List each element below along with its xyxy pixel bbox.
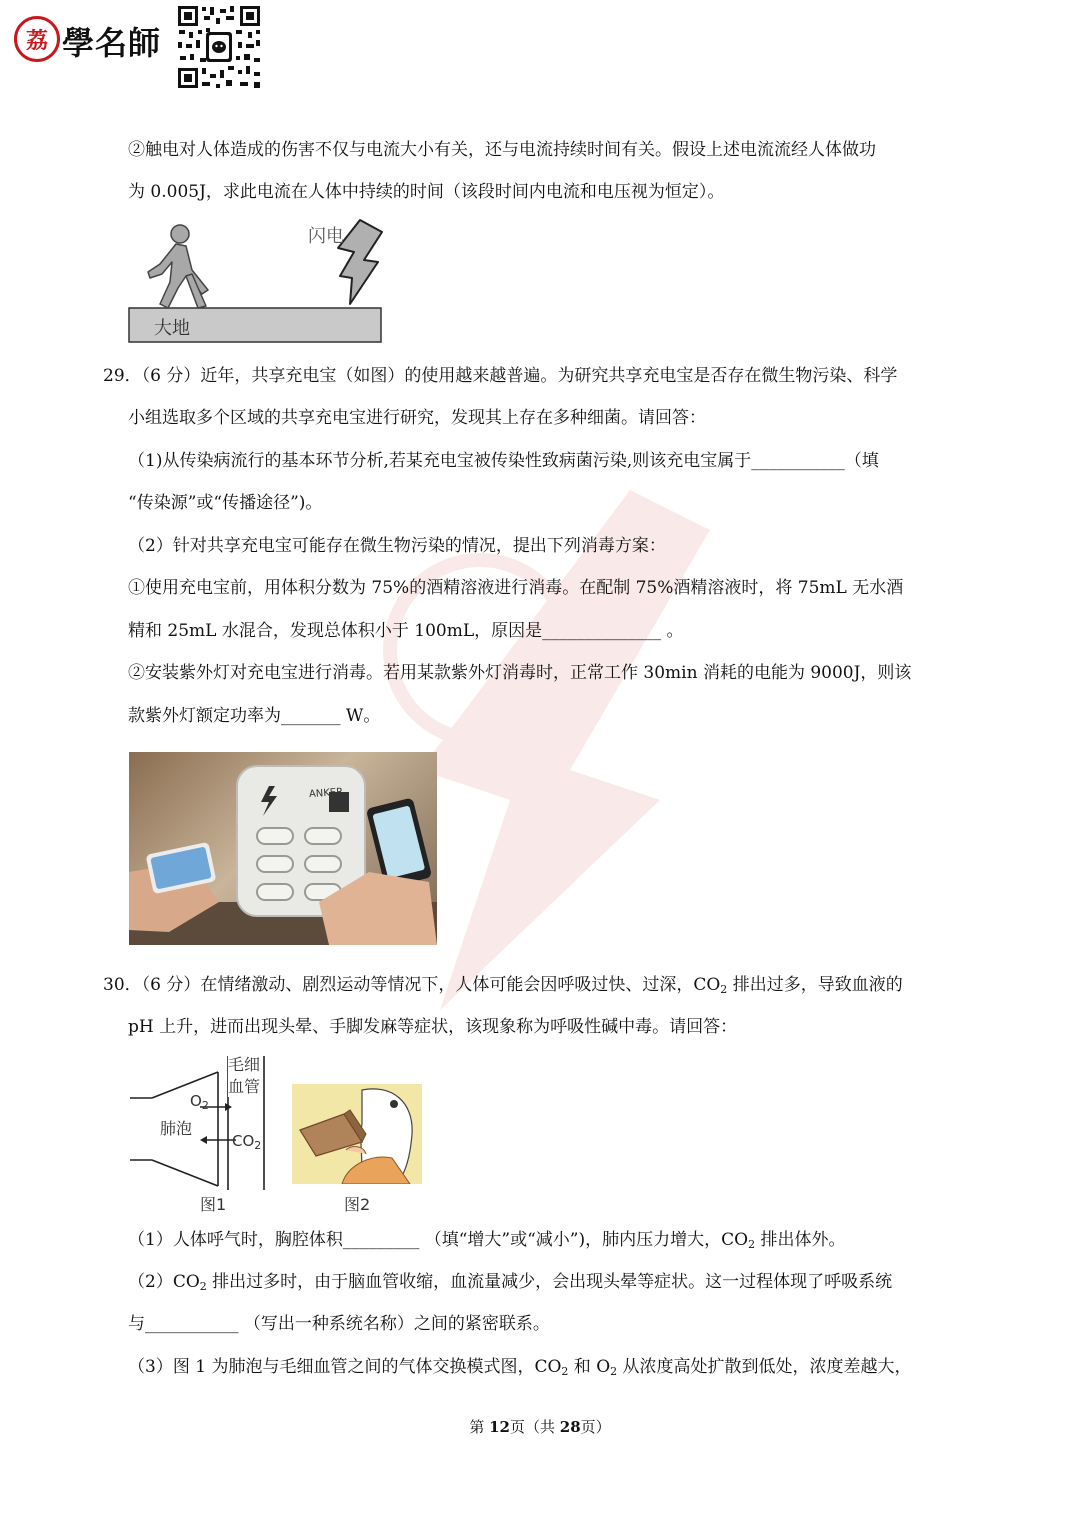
brand-name: 學名師	[62, 24, 162, 62]
footer-page-number: 12	[489, 1418, 510, 1436]
figure-2-caption: 图2	[344, 1195, 371, 1214]
footer-total-pages: 28	[559, 1418, 581, 1436]
q30-part3-sub-1: 2	[561, 1365, 569, 1378]
q29-part2: （2）针对共享充电宝可能存在微生物污染的情况，提出下列消毒方案：	[128, 536, 666, 556]
intro-line-1: ②触电对人体造成的伤害不仅与电流大小有关，还与电流持续时间有关。假设上述电流流经人体做功	[128, 140, 876, 160]
q30-part2-line-1	[128, 1270, 892, 1294]
q30-part2-line-1-b: 排出过多时，由于脑血管收缩，血流量减少，会出现头晕等症状。这一过程体现了呼吸系统	[206, 1272, 893, 1292]
co2-label	[232, 1132, 261, 1150]
capillary-label-2: 血管	[228, 1074, 260, 1097]
lightning-label: 闪电	[308, 226, 344, 247]
q30-part2-line-1-a: （2）CO	[128, 1272, 200, 1292]
paper-bag-drawing	[292, 1084, 422, 1184]
q30-line-2: pH 上升，进而出现头晕、手脚发麻等症状，该现象称为呼吸性碱中毒。请回答：	[128, 1017, 738, 1037]
q29-part1-line-1: （1)从传染病流行的基本环节分析,若某充电宝被传染性致病菌污染,则该充电宝属于___________（填	[128, 451, 879, 471]
o2-label-text: O	[190, 1092, 202, 1110]
footer-post: 页）	[580, 1418, 611, 1436]
q30-part3-b: 和 O	[568, 1357, 611, 1377]
q29-part2b-line-1: ②安装紫外灯对充电宝进行消毒。若用某款紫外灯消毒时，正常工作 30min 消耗的电能为 9000J，则该	[128, 663, 912, 683]
q30-part1-b: 排出体外。	[755, 1230, 846, 1250]
co2-label-text: CO	[232, 1132, 255, 1150]
power-bank-photo-drawing	[129, 752, 437, 945]
logo-seal-char: 荔	[25, 27, 48, 54]
capillary-label-1: 毛细	[228, 1052, 260, 1075]
o2-label-sub: 2	[201, 1099, 209, 1112]
q30-part3-a: （3）图 1 为肺泡与毛细血管之间的气体交换模式图，CO	[128, 1357, 562, 1377]
intro-line-2: 为 0.005J，求此电流在人体中持续的时间（该段时间内电流和电压视为恒定）。	[128, 182, 725, 202]
q30-line-1-a: 30．（6 分）在情绪激动、剧烈运动等情况下，人体可能会因呼吸过快、过深，CO	[103, 975, 721, 995]
gas-exchange-figure	[128, 1052, 270, 1216]
q30-part1-sub: 2	[748, 1238, 756, 1251]
o2-label	[190, 1092, 209, 1110]
q30-part1	[128, 1228, 845, 1252]
q30-part2-line-2: 与___________ （写出一种系统名称）之间的紧密联系。	[128, 1314, 550, 1334]
q29-part2a-line-2: 精和 25mL 水混合，发现总体积小于 100mL，原因是______________ 。	[128, 621, 684, 641]
q29-part2b-line-2: 款紫外灯额定功率为_______ W。	[128, 706, 381, 726]
q29-part1-line-2: “传染源”或“传播途径”)。	[128, 493, 323, 513]
q29-part2a-line-1: ①使用充电宝前，用体积分数为 75%的酒精溶液进行消毒。在配制 75%酒精溶液时，将 75mL 无水酒	[128, 578, 904, 598]
footer-pre: 第	[469, 1418, 490, 1436]
q30-part1-a: （1）人体呼气时，胸腔体积_________ （填“增大”或“减小”)，肺内压力增大，CO	[128, 1230, 749, 1250]
footer-mid: 页（共	[509, 1418, 560, 1436]
co2-label-sub: 2	[254, 1139, 262, 1152]
figure-1-caption: 图1	[200, 1195, 227, 1214]
q30-line-1-b: 排出过多，导致血液的	[727, 975, 903, 995]
q29-line-2: 小组选取多个区域的共享充电宝进行研究，发现其上存在多种细菌。请回答：	[128, 408, 706, 428]
paper-bag-figure	[292, 1084, 422, 1214]
q30-part3-c: 从浓度高处扩散到低处，浓度差越大，	[617, 1357, 912, 1377]
ground-label: 大地	[154, 318, 190, 339]
q30-part2-line-1-sub: 2	[199, 1280, 207, 1293]
q29-line-1: 29．（6 分）近年，共享充电宝（如图）的使用越来越普遍。为研究共享充电宝是否存在微生物污染、科学	[103, 366, 898, 386]
q30-line-1-sub: 2	[720, 983, 728, 996]
lightning-figure	[128, 218, 384, 344]
qr-code	[176, 4, 262, 90]
q30-part3	[128, 1355, 912, 1379]
q30-line-1	[103, 973, 903, 997]
alveolus-label: 肺泡	[160, 1119, 193, 1138]
logo-seal	[14, 16, 60, 62]
q30-part3-sub-2: 2	[610, 1365, 618, 1378]
page-footer	[0, 1416, 1080, 1437]
power-bank-brand: ANKER	[308, 786, 344, 801]
power-bank-photo	[129, 752, 437, 945]
